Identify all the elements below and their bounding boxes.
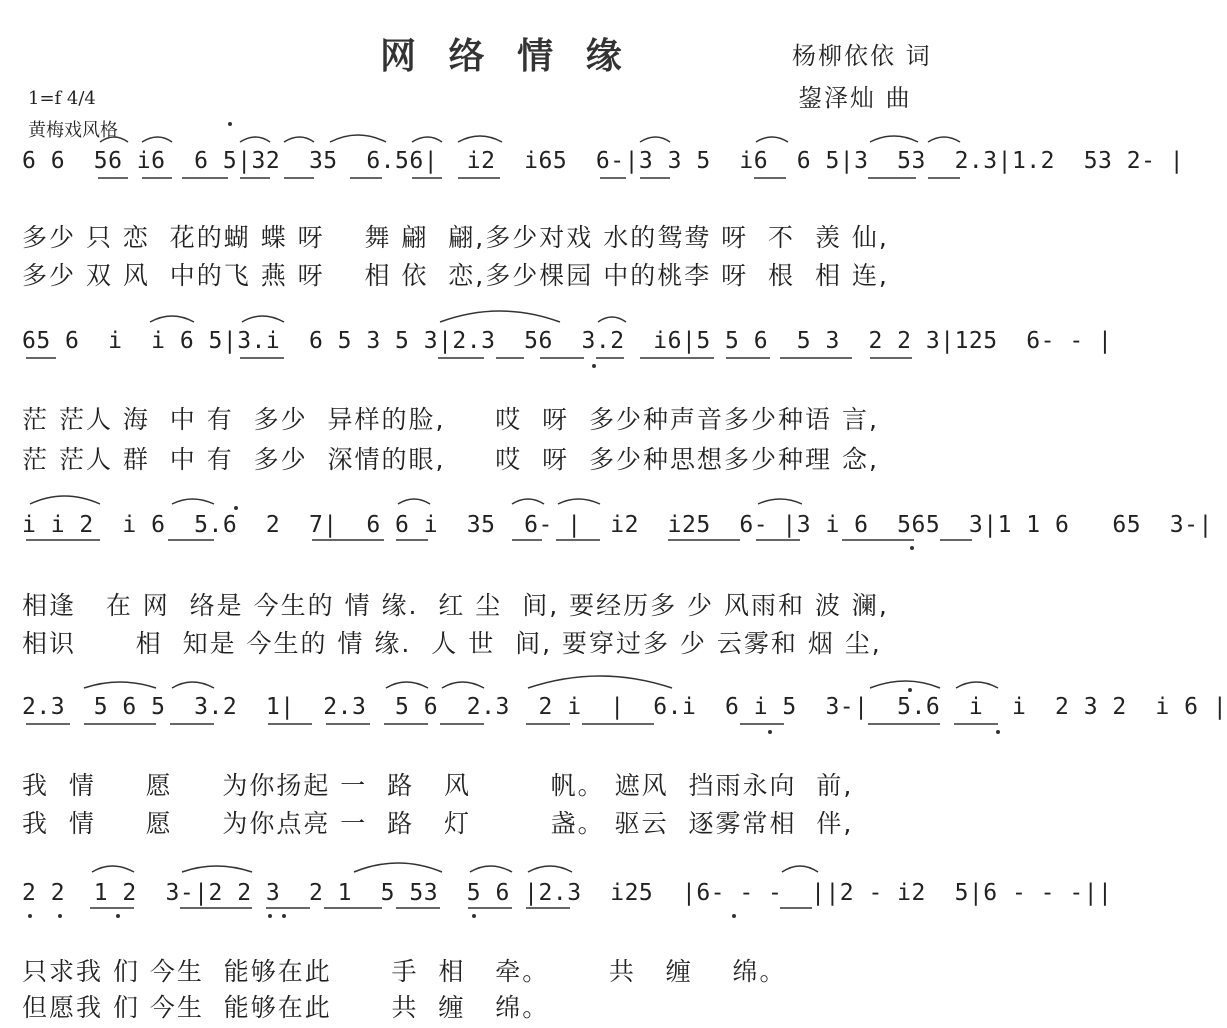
lyric-line-3b: 相识 相 知是 今生的 情 缘. 人 世 间, 要穿过多 少 云雾和 烟 尘, [22, 629, 882, 658]
lyric-line-1a: 多少 只 恋 花的蝴 蝶 呀 舞 翩 翩,多少对戏 水的鸳鸯 呀 不 羡 仙, [22, 223, 889, 252]
key-time-signature: 1=f 4/4 [28, 88, 96, 109]
lyric-line-4a: 我 情 愿 为你扬起 一 路 风 帆。 遮风 挡雨永向 前, [22, 771, 854, 800]
notation-line-5: 2 2 1 2 3-|2 2 3 2 1 5 53 5 6 |2.3 i25 |6- - - ||2 - i2 5|6 - - -|| [22, 880, 1113, 906]
lyric-line-2b: 茫 茫人 群 中 有 多少 深情的眼, 哎 呀 多少种思想多少种理 念, [22, 445, 879, 474]
lyric-line-4b: 我 情 愿 为你点亮 一 路 灯 盏。 驱云 逐雾常相 伴, [22, 809, 854, 838]
composer-credit: 鋆泽灿 曲 [798, 84, 912, 112]
lyric-line-1b: 多少 双 风 中的飞 燕 呀 相 依 恋,多少棵园 中的桃李 呀 根 相 连, [22, 261, 889, 290]
lyricist-credit: 杨柳依依 词 [792, 42, 932, 70]
lyric-line-5a: 只求我 们 今生 能够在此 手 相 牵。 共 缠 绵。 [22, 957, 787, 986]
lyric-line-3a: 相逢 在 网 络是 今生的 情 缘. 红 尘 间, 要经历多 少 风雨和 波 澜, [22, 591, 889, 620]
style-marking: 黄梅戏风格 [28, 120, 118, 141]
notation-line-1: 6 6 56 i6 6 5|32 35 6.56| i2 i65 6-|3 3 5 i6 6 5|3 53 2.3|1.2 53 2- | [22, 148, 1185, 174]
notation-line-3: i i 2 i 6 5.6 2 7| 6 6 i 35 6- | i2 i25 6- |3 i 6 565 3|1 1 6 65 3-| [22, 512, 1213, 538]
notation-line-2: 65 6 i i 6 5|3.i 6 5 3 5 3|2.3 56 3.2 i6|5 5 6 5 3 2 2 3|125 6- - | [22, 328, 1113, 354]
notation-line-4: 2.3 5 6 5 3.2 1| 2.3 5 6 2.3 2 i | 6.i 6 i 5 3-| 5.6 i i 2 3 2 i 6 | [22, 694, 1227, 720]
lyric-line-2a: 茫 茫人 海 中 有 多少 异样的脸, 哎 呀 多少种声音多少种语 言, [22, 405, 879, 434]
lyric-line-5b: 但愿我 们 今生 能够在此 共 缠 绵。 [22, 993, 550, 1022]
song-title: 网 络 情 缘 [380, 36, 632, 77]
